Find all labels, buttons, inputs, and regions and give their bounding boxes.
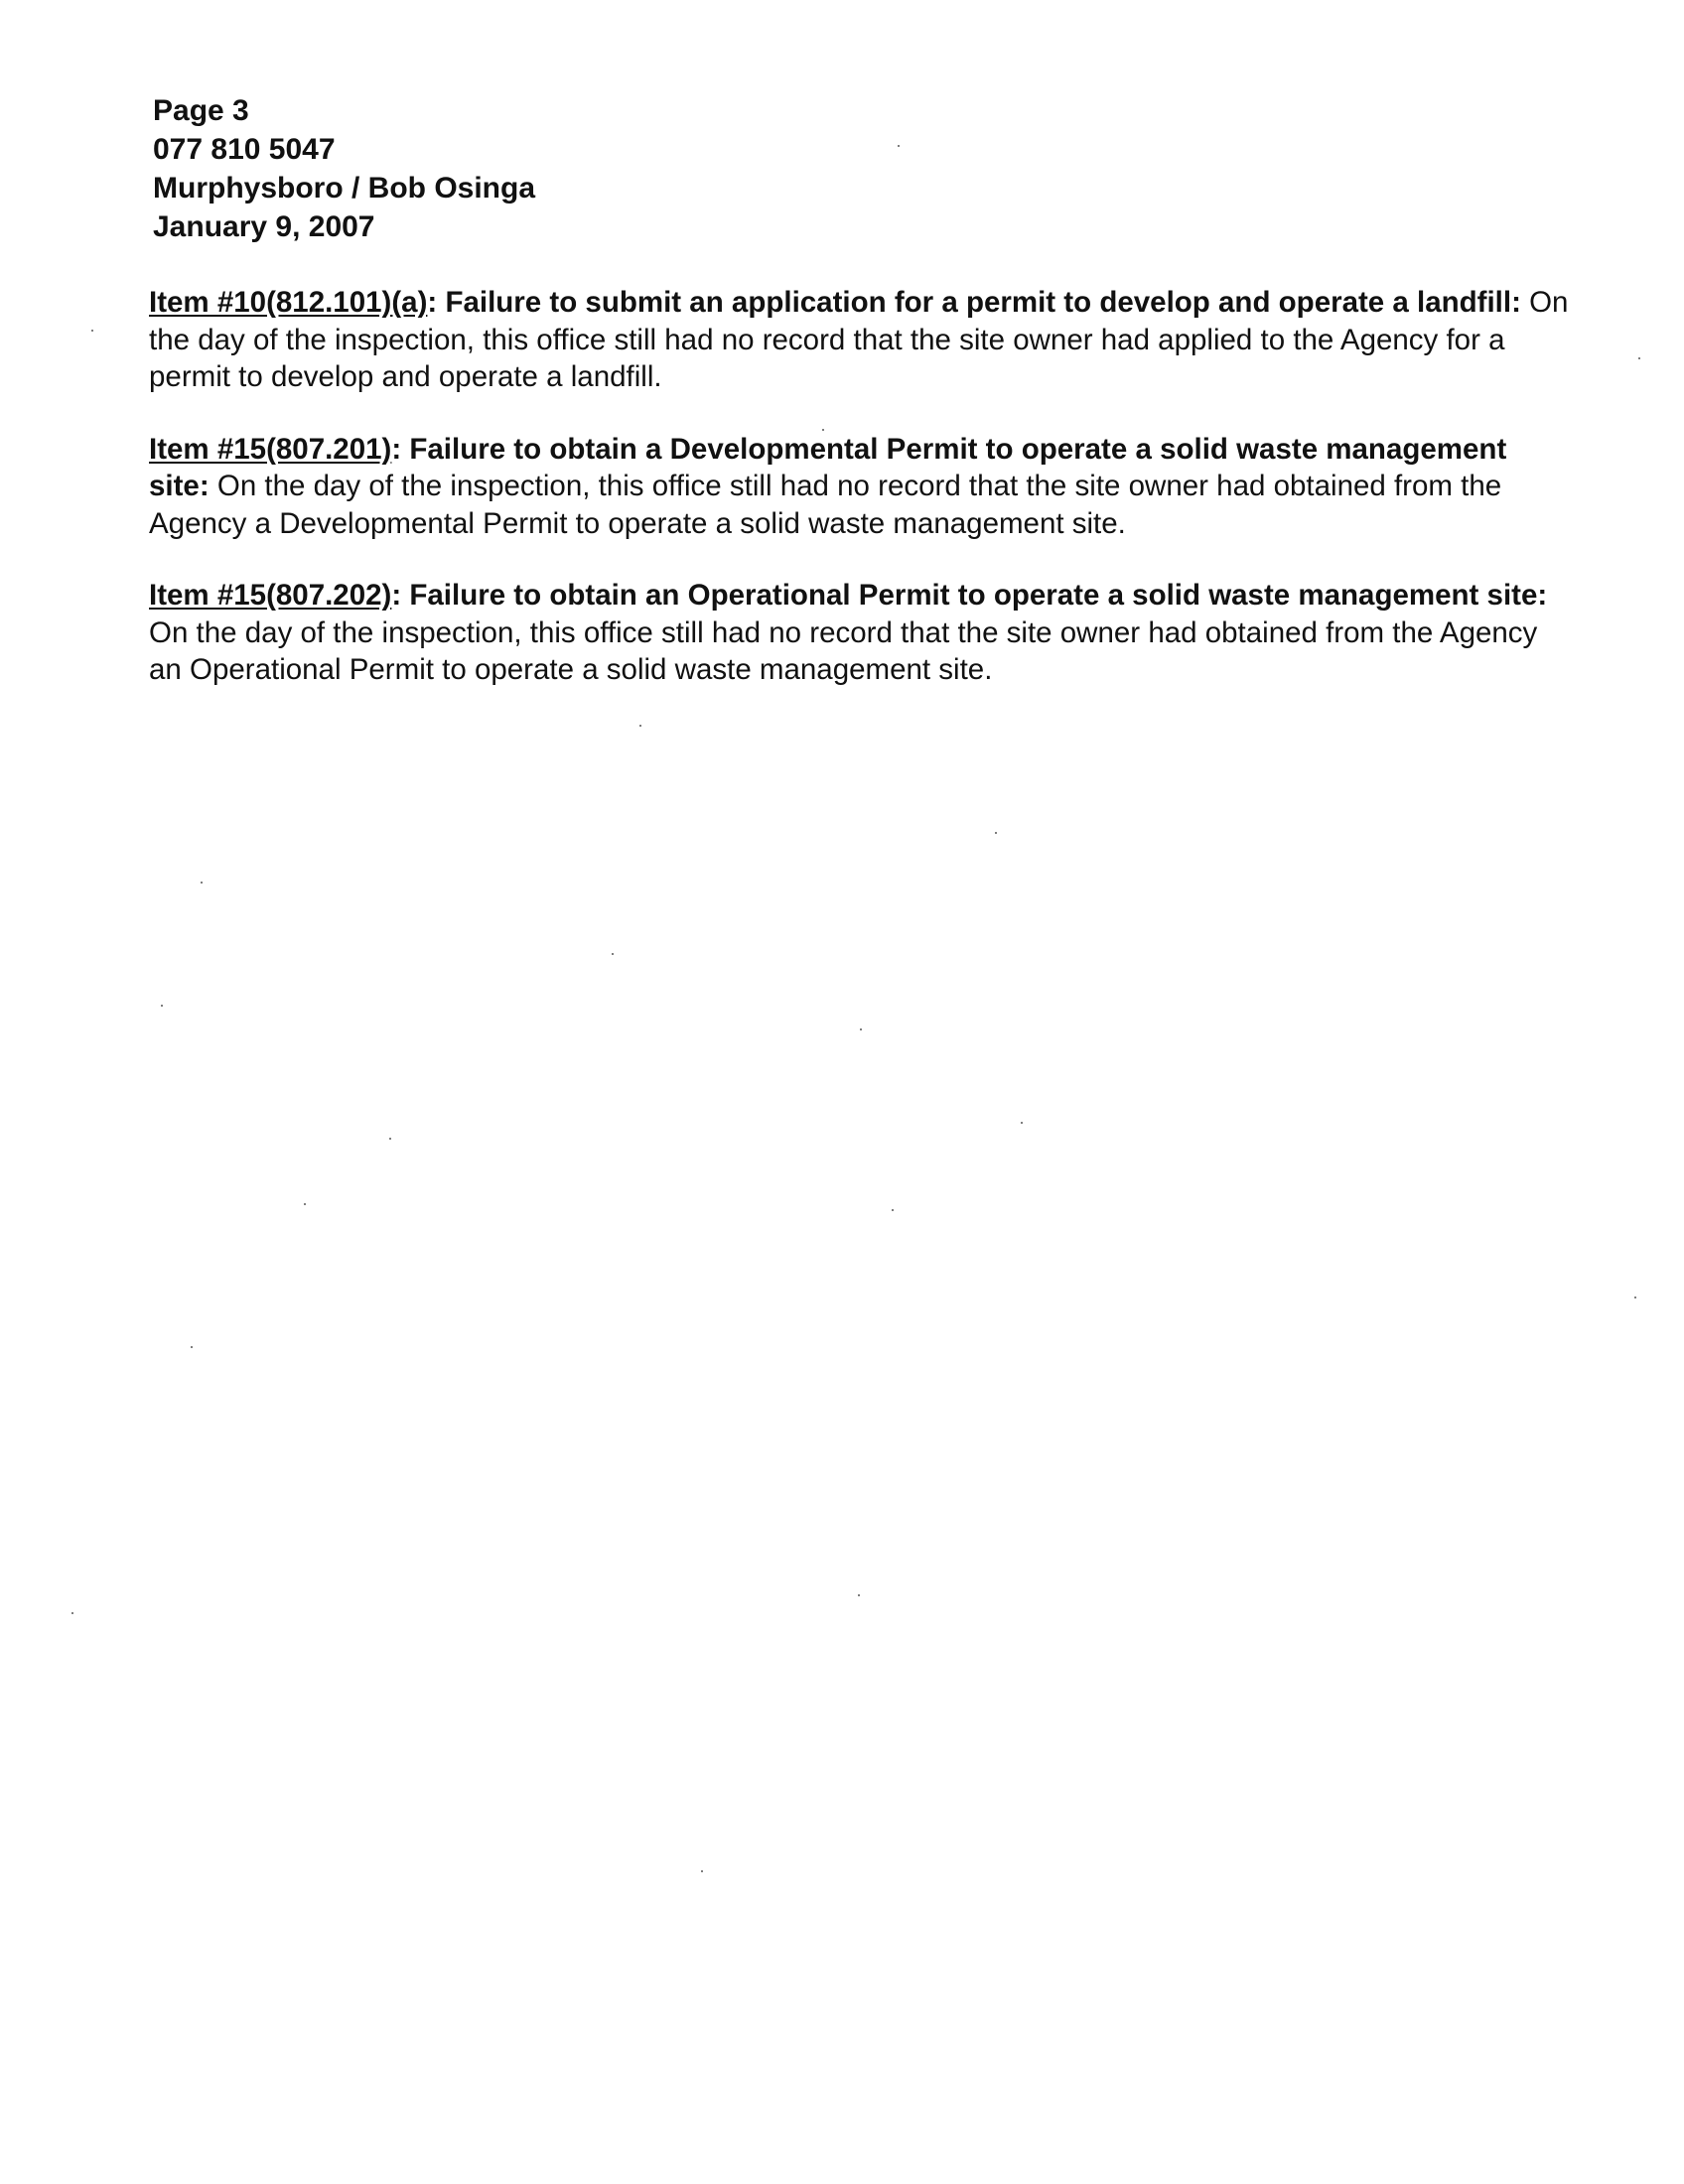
scan-speck [898, 145, 900, 147]
scan-speck [892, 1209, 894, 1211]
item-reference: Item #15(807.202) [149, 579, 392, 612]
scan-speck [860, 1028, 862, 1030]
violation-item [149, 284, 1569, 396]
item-title: Failure to submit an application for a permit to develop and operate a landfill: [437, 286, 1521, 319]
scan-speck [161, 1005, 163, 1007]
scan-speck [201, 882, 203, 884]
scan-speck [304, 1203, 306, 1205]
item-separator: : [391, 432, 402, 466]
item-separator: : [391, 579, 402, 612]
violation-items [149, 284, 1569, 724]
item-title: Failure to obtain a Developmental Permit to operate a solid waste management site: [149, 432, 1507, 502]
letter-date: January 9, 2007 [153, 210, 375, 243]
scan-speck [191, 1346, 193, 1348]
scan-speck [1634, 1297, 1636, 1298]
scan-speck [1638, 357, 1640, 359]
scan-speck [91, 330, 93, 332]
scan-speck [995, 832, 997, 834]
scan-speck [701, 1870, 703, 1872]
item-reference: Item #15(807.201) [149, 432, 392, 466]
scan-speck [71, 1612, 73, 1614]
scan-speck [389, 1138, 391, 1140]
page-number: Page 3 [153, 94, 249, 127]
scan-speck [1021, 1122, 1023, 1124]
scan-speck [612, 953, 614, 955]
reference-number: 077 810 5047 [153, 133, 336, 166]
item-description: On the day of the inspection, this office still had no record that the site owner had obtained from the Agency a Developmental Permit to operate a solid waste management site. [149, 470, 1502, 540]
scan-speck [858, 1594, 860, 1596]
item-reference: Item #10(812.101)(a) [149, 286, 428, 319]
site-name: Murphysboro / Bob Osinga [153, 172, 536, 205]
item-description: On the day of the inspection, this office still had no record that the site owner had applied to the Agency for a permit to develop and operate a landfill. [149, 286, 1569, 393]
scan-speck [822, 429, 824, 431]
item-separator: : [427, 286, 438, 319]
letter-header [153, 91, 1047, 246]
violation-item [149, 577, 1569, 689]
violation-item [149, 431, 1569, 543]
scan-speck [639, 725, 641, 727]
item-description: On the day of the inspection, this office still had no record that the site owner had obtained from the Agency an Operational Permit to operate a solid waste management site. [149, 615, 1538, 686]
item-title: Failure to obtain an Operational Permit to operate a solid waste management site: [401, 579, 1548, 612]
